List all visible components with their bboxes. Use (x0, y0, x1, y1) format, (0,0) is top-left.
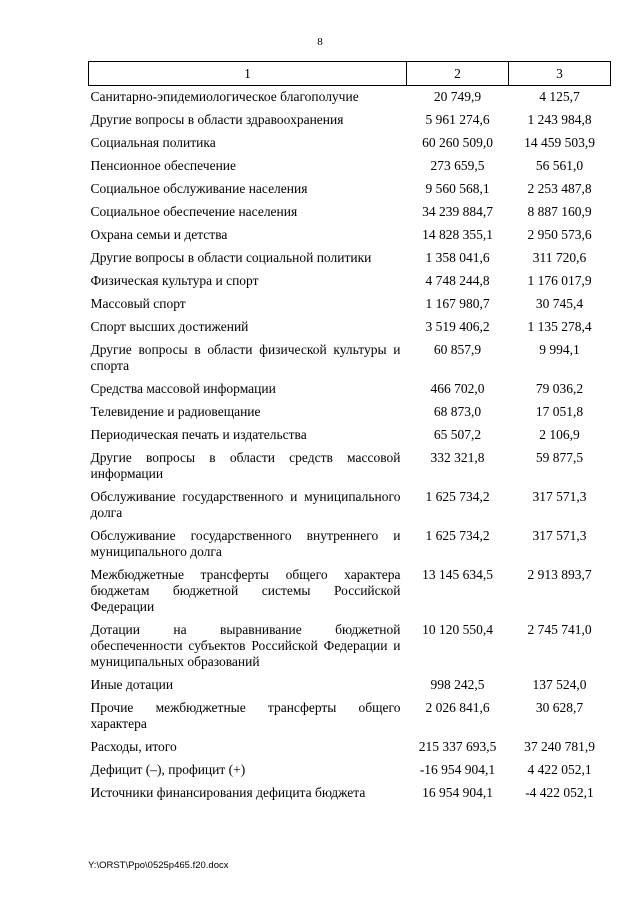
table-row (89, 250, 611, 273)
row-name-cell: Периодическая печать и издательства (90, 427, 307, 442)
budget-table (88, 61, 611, 808)
row-col2-value: 13 145 634,5 (422, 567, 493, 582)
row-col3-value: 2 913 893,7 (527, 567, 592, 582)
row-name-cell: Дотации на выравнивание бюджетной обеспеченности субъектов Российской Федерации и муниципальных образований (90, 622, 401, 669)
row-name-cell: Санитарно-эпидемиологическое благополучие (90, 89, 359, 104)
row-col2-value: 5 961 274,6 (425, 112, 490, 127)
table-row (89, 112, 611, 135)
table-row (89, 181, 611, 204)
row-col3-value: 311 720,6 (532, 250, 587, 265)
row-col2-value: 1 167 980,7 (425, 296, 490, 311)
row-col3-value: 14 459 503,9 (524, 135, 595, 150)
row-col2-value: 68 873,0 (433, 404, 482, 419)
table-row (89, 528, 611, 567)
row-col3-value: 2 253 487,8 (527, 181, 592, 196)
table-row (89, 700, 611, 739)
table-row (89, 567, 611, 622)
table-row (89, 450, 611, 489)
row-name-cell: Физическая культура и спорт (90, 273, 259, 288)
row-col2-value: 1 625 734,2 (425, 528, 490, 543)
row-col2-value: 2 026 841,6 (425, 700, 490, 715)
table-row (89, 677, 611, 700)
row-name-cell: Прочие межбюджетные трансферты общего характера (90, 700, 401, 731)
table-row (89, 86, 611, 113)
table-row (89, 489, 611, 528)
row-col3-value: 37 240 781,9 (524, 739, 595, 754)
row-col3-value: 30 628,7 (535, 700, 584, 715)
row-col2-value: 60 857,9 (433, 342, 482, 357)
row-name-cell: Иные дотации (90, 677, 174, 692)
row-col2-value: 60 260 509,0 (422, 135, 493, 150)
page-number: 8 (317, 36, 323, 48)
row-col3-value: 30 745,4 (535, 296, 584, 311)
row-col3-value: 2 950 573,6 (527, 227, 592, 242)
row-col3-value: 137 524,0 (532, 677, 587, 692)
row-col3-value: 79 036,2 (535, 381, 584, 396)
table-row (89, 785, 611, 808)
row-col3-value: 17 051,8 (535, 404, 584, 419)
header-cell-2: 2 (407, 62, 509, 86)
row-col2-value: 16 954 904,1 (422, 785, 493, 800)
table-row (89, 622, 611, 677)
table-row (89, 404, 611, 427)
row-col3-value: 59 877,5 (535, 450, 584, 465)
row-col2-value: 3 519 406,2 (425, 319, 490, 334)
row-col3-value: 1 135 278,4 (527, 319, 592, 334)
row-col2-value: 9 560 568,1 (425, 181, 490, 196)
row-col2-value: 20 749,9 (433, 89, 482, 104)
row-name-cell: Другие вопросы в области физической культуры и спорта (90, 342, 401, 373)
header-row (89, 62, 611, 86)
table-row (89, 296, 611, 319)
row-col2-value: 332 321,8 (430, 450, 485, 465)
row-name-cell: Межбюджетные трансферты общего характера бюджетам бюджетной системы Российской Федерации (90, 567, 401, 614)
row-col2-value: 273 659,5 (430, 158, 485, 173)
row-name-cell: Другие вопросы в области средств массовой информации (90, 450, 401, 481)
row-name-cell: Массовый спорт (90, 296, 186, 311)
table-body (89, 86, 611, 809)
row-name-cell: Социальное обеспечение населения (90, 204, 298, 219)
table-row (89, 342, 611, 381)
row-col3-value: 2 745 741,0 (527, 622, 592, 637)
row-col3-value: 9 994,1 (539, 342, 580, 357)
row-name-cell: Социальное обслуживание населения (90, 181, 308, 196)
table-row (89, 381, 611, 404)
table-row (89, 227, 611, 250)
table-header (89, 62, 611, 86)
row-name-cell: Другие вопросы в области социальной политики (90, 250, 372, 265)
table-row (89, 739, 611, 762)
table-row (89, 319, 611, 342)
table-row (89, 158, 611, 181)
row-name-cell: Пенсионное обеспечение (90, 158, 237, 173)
row-col3-value: 2 106,9 (539, 427, 580, 442)
row-col2-value: 1 625 734,2 (425, 489, 490, 504)
row-name-cell: Социальная политика (90, 135, 216, 150)
row-name-cell: Обслуживание государственного и муниципального долга (90, 489, 401, 520)
row-name-cell: Средства массовой информации (90, 381, 276, 396)
row-col3-value: 56 561,0 (535, 158, 584, 173)
row-col3-value: 8 887 160,9 (527, 204, 592, 219)
row-name-cell: Дефицит (–), профицит (+) (90, 762, 246, 777)
row-col2-value: 34 239 884,7 (422, 204, 493, 219)
header-cell-3: 3 (509, 62, 611, 86)
table-row (89, 427, 611, 450)
row-name-cell: Расходы, итого (90, 739, 177, 754)
row-name-cell: Охрана семьи и детства (90, 227, 228, 242)
table-row (89, 273, 611, 296)
row-col2-value: 215 337 693,5 (418, 739, 497, 754)
row-col2-value: 14 828 355,1 (422, 227, 493, 242)
row-name-cell: Источники финансирования дефицита бюджета (90, 785, 366, 800)
row-col3-value: 317 571,3 (532, 528, 587, 543)
row-col2-value: 4 748 244,8 (425, 273, 490, 288)
row-col3-value: 4 422 052,1 (527, 762, 592, 777)
row-col2-value: 65 507,2 (433, 427, 482, 442)
file-path-footer: Y:\ORST\Ppo\0525p465.f20.docx (88, 860, 229, 871)
row-name-cell: Обслуживание государственного внутреннего и муниципального долга (90, 528, 401, 559)
row-col2-value: 998 242,5 (430, 677, 485, 692)
row-col3-value: 4 125,7 (539, 89, 580, 104)
header-cell-1: 1 (89, 62, 407, 86)
row-col2-value: 10 120 550,4 (422, 622, 493, 637)
row-col3-value: -4 422 052,1 (525, 785, 594, 800)
row-name-cell: Другие вопросы в области здравоохранения (90, 112, 344, 127)
row-col2-value: -16 954 904,1 (419, 762, 496, 777)
table-row (89, 204, 611, 227)
row-col2-value: 466 702,0 (430, 381, 485, 396)
table-row (89, 135, 611, 158)
row-name-cell: Спорт высших достижений (90, 319, 249, 334)
row-col3-value: 1 243 984,8 (527, 112, 592, 127)
row-col3-value: 1 176 017,9 (527, 273, 592, 288)
row-col3-value: 317 571,3 (532, 489, 587, 504)
row-name-cell: Телевидение и радиовещание (90, 404, 261, 419)
table-row (89, 762, 611, 785)
row-col2-value: 1 358 041,6 (425, 250, 490, 265)
